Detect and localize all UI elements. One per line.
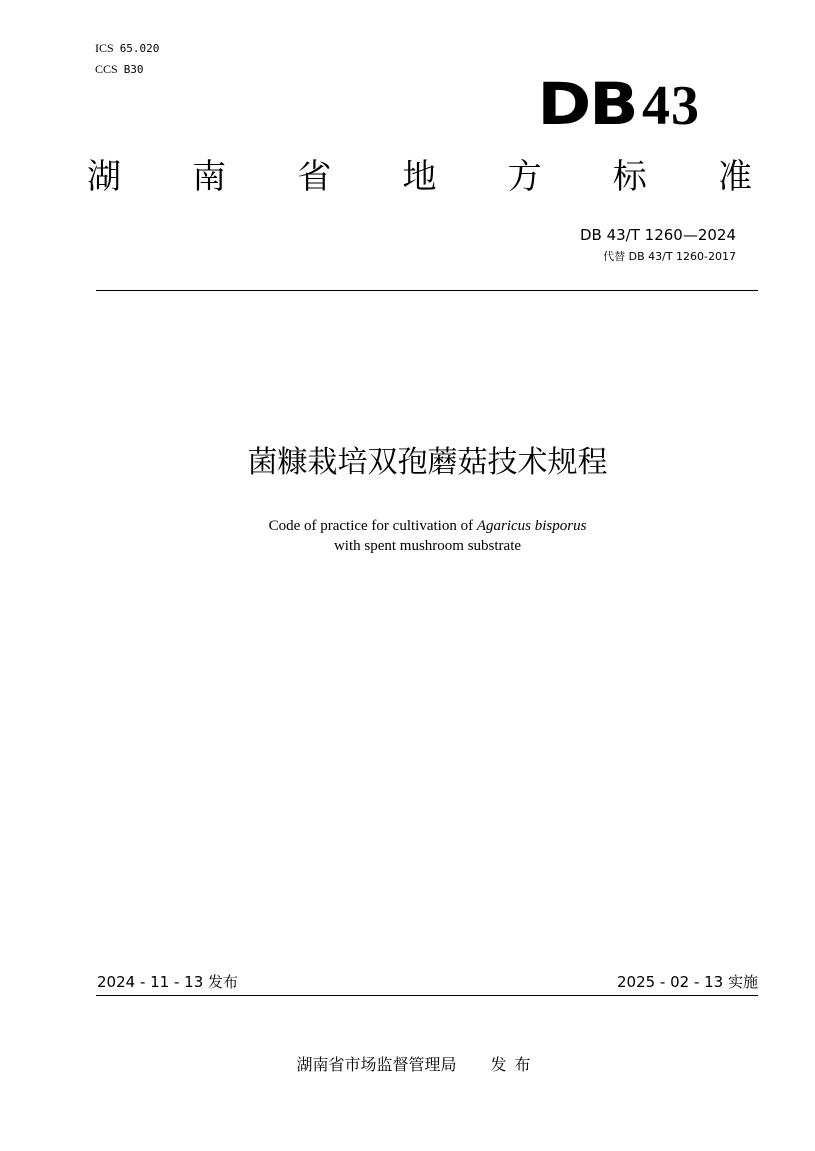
ics-code: 65.020 (119, 42, 160, 55)
species-name: Agaricus bisporus (476, 518, 587, 534)
standard-type-title (87, 155, 752, 199)
ccs-code: B30 (123, 63, 144, 76)
ccs-label: CCS (95, 62, 118, 76)
db-logo-letters: DB (537, 70, 636, 138)
standard-type-char: 方 (507, 157, 542, 197)
db-logo (537, 70, 700, 138)
ccs-classification (95, 62, 144, 77)
standard-type-char: 地 (402, 157, 437, 197)
standard-type-char: 南 (192, 157, 227, 197)
ics-label: ICS (95, 41, 114, 55)
header-divider (96, 290, 758, 291)
replaces-standard: 代替 DB 43/T 1260-2017 (603, 250, 736, 263)
standard-type-char: 湖 (87, 157, 121, 197)
db-logo-number: 43 (642, 75, 700, 137)
implementation-date: 2025 - 02 - 13 实施 (616, 973, 758, 991)
footer-divider (96, 995, 758, 996)
standard-type-char: 标 (612, 157, 647, 197)
publisher (0, 1054, 815, 1076)
publisher-action: 发布 (490, 1055, 539, 1074)
issue-date: 2024 - 11 - 13 发布 (97, 973, 239, 991)
publisher-name: 湖南省市场监督管理局 (296, 1055, 457, 1074)
standard-number: DB 43/T 1260—2024 (579, 226, 736, 244)
english-title-line-1: Code of practice for cultivation of Agaricus bisporus (268, 518, 587, 534)
document-title-english (0, 516, 815, 556)
standard-type-char: 准 (717, 157, 752, 197)
standard-type-char: 省 (297, 157, 332, 197)
english-title-line-2: with spent mushroom substrate (333, 538, 522, 554)
document-title-chinese: 菌糠栽培双孢蘑菇技术规程 (247, 445, 608, 480)
ics-classification (95, 41, 159, 56)
